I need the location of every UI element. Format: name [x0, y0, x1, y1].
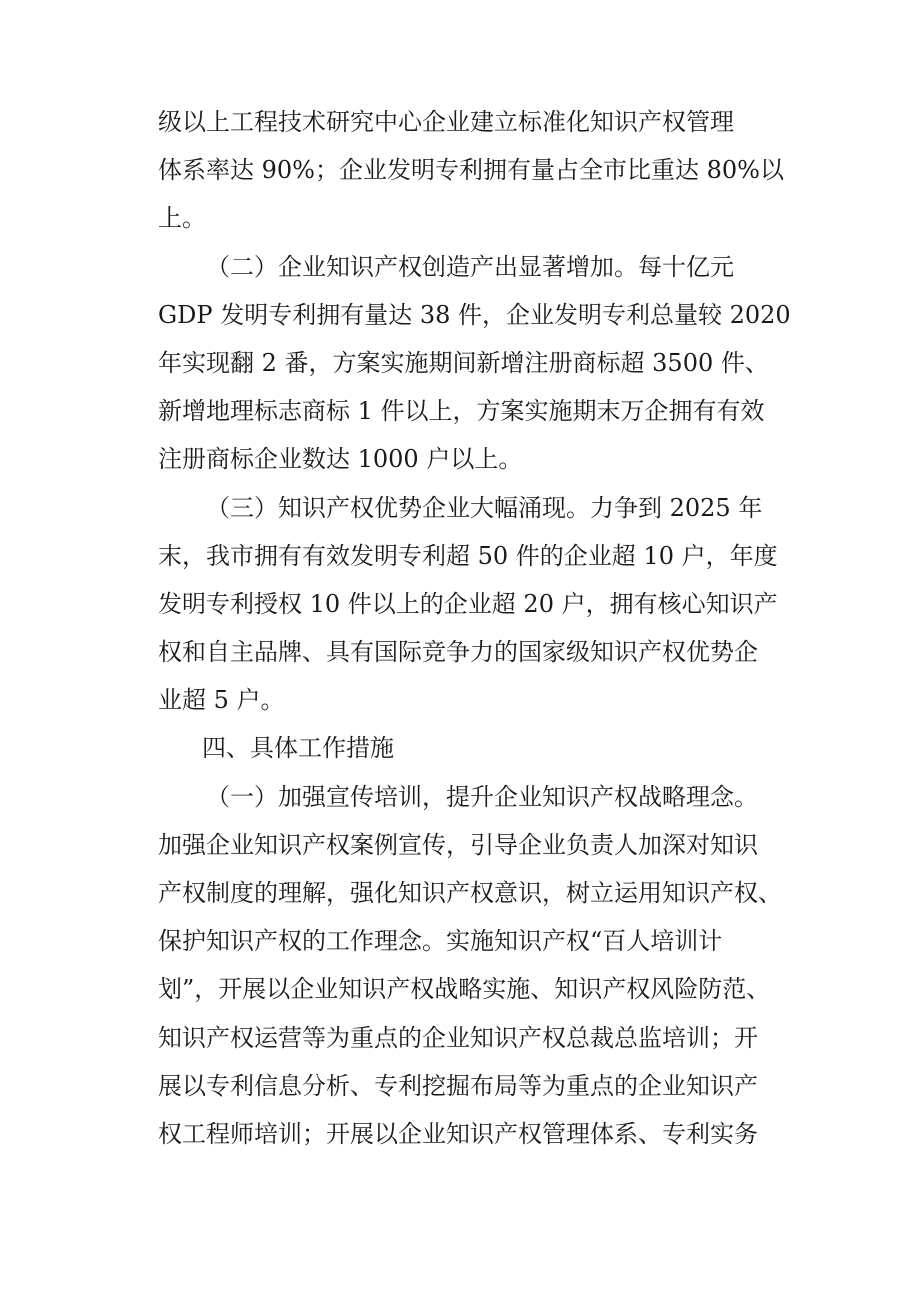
text-line: 体系率达 90%；企业发明专利拥有量占全市比重达 80%以 [158, 156, 784, 185]
section-heading: 四、具体工作措施 [202, 734, 394, 763]
text-line: 保护知识产权的工作理念。实施知识产权“百人培训计 [158, 927, 723, 956]
text-line: 发明专利授权 10 件以上的企业超 20 户，拥有核心知识产 [158, 589, 778, 618]
text-line: 加强企业知识产权案例宣传，引导企业负责人加深对知识 [158, 830, 758, 859]
text-line: 末，我市拥有有效发明专利超 50 件的企业超 10 户，年度 [158, 541, 778, 570]
paragraph-start-line: （三）知识产权优势企业大幅涌现。力争到 2025 年 [206, 493, 763, 522]
text-line: 权工程师培训；开展以企业知识产权管理体系、专利实务 [158, 1119, 758, 1148]
paragraph-start-line: （一）加强宣传培训，提升企业知识产权战略理念。 [206, 782, 758, 811]
text-line: 业超 5 户。 [158, 686, 285, 715]
text-line: 级以上工程技术研究中心企业建立标准化知识产权管理 [158, 108, 734, 136]
text-line: 上。 [158, 204, 206, 233]
text-line: 产权制度的理解，强化知识产权意识，树立运用知识产权、 [158, 879, 782, 907]
text-line: 新增地理标志商标 1 件以上，方案实施期末万企拥有有效 [158, 397, 765, 426]
text-line: 知识产权运营等为重点的企业知识产权总裁总监培训；开 [158, 1023, 758, 1052]
text-line: 展以专利信息分析、专利挖掘布局等为重点的企业知识产 [158, 1071, 758, 1100]
paragraph-start-line: （二）企业知识产权创造产出显著增加。每十亿元 [206, 252, 734, 281]
text-line: 年实现翻 2 番，方案实施期间新增注册商标超 3500 件、 [158, 348, 769, 377]
text-line: 权和自主品牌、具有国际竞争力的国家级知识产权优势企 [158, 638, 758, 667]
text-line: GDP 发明专利拥有量达 38 件，企业发明专利总量较 2020 [158, 300, 791, 329]
text-line: 注册商标企业数达 1000 户以上。 [158, 445, 523, 474]
document-body [158, 98, 791, 1158]
text-line: 划”，开展以企业知识产权战略实施、知识产权风险防范、 [158, 975, 771, 1004]
